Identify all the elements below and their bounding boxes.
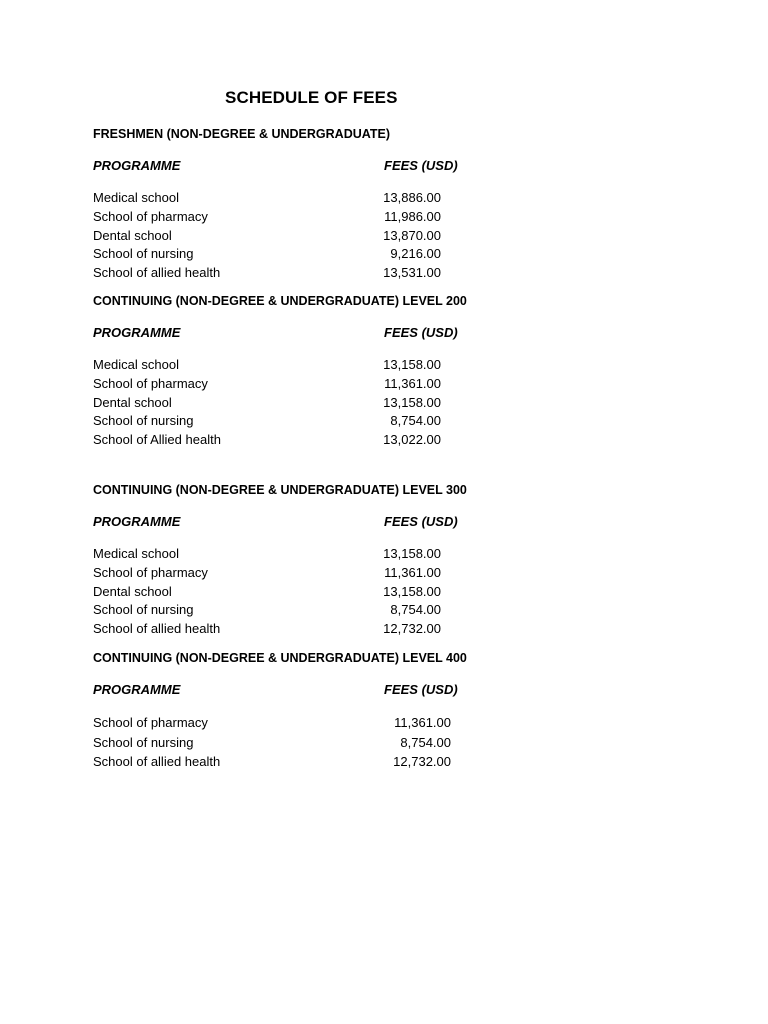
column-header-row <box>93 157 493 175</box>
fee-amount: 11,361.00 <box>384 375 441 391</box>
fee-amount: 13,158.00 <box>383 357 441 372</box>
fee-amount: 8,754.00 <box>390 413 441 429</box>
fee-list <box>93 713 493 772</box>
programme-name: School of allied health <box>93 754 221 769</box>
section-heading: CONTINUING (NON-DEGREE & UNDERGRADUATE) LEVEL 400 <box>93 651 467 665</box>
programme-column-header: PROGRAMME <box>93 158 181 173</box>
fee-amount: 13,158.00 <box>383 394 441 410</box>
fee-amount: 13,886.00 <box>383 190 441 205</box>
programme-name: School of pharmacy <box>93 715 208 730</box>
programme-name: Medical school <box>93 546 179 561</box>
programme-name: School of Allied health <box>93 432 221 447</box>
section-heading: CONTINUING (NON-DEGREE & UNDERGRADUATE) LEVEL 200 <box>93 294 467 308</box>
fee-amount: 13,531.00 <box>383 265 441 280</box>
fee-amount: 8,754.00 <box>400 734 451 750</box>
fee-amount: 13,158.00 <box>383 546 441 561</box>
fee-row <box>93 752 493 772</box>
fee-row <box>93 264 493 283</box>
fee-row <box>93 713 493 733</box>
fee-amount: 13,022.00 <box>383 432 441 447</box>
section-heading: CONTINUING (NON-DEGREE & UNDERGRADUATE) LEVEL 300 <box>93 483 467 497</box>
column-header-row <box>93 681 493 699</box>
fee-amount: 12,732.00 <box>383 621 441 636</box>
programme-name: School of nursing <box>93 734 194 750</box>
programme-name: School of nursing <box>93 413 194 429</box>
column-header-row <box>93 513 493 531</box>
programme-column-header: PROGRAMME <box>93 325 181 340</box>
fee-row <box>93 431 493 450</box>
fee-amount: 11,361.00 <box>384 564 441 580</box>
programme-name: Dental school <box>93 394 172 410</box>
page-title: SCHEDULE OF FEES <box>225 88 398 107</box>
column-header-row <box>93 324 493 342</box>
programme-name: Dental school <box>93 227 172 243</box>
fee-row <box>93 412 493 431</box>
fee-amount: 13,158.00 <box>383 583 441 599</box>
fee-row <box>93 620 493 639</box>
fee-row <box>93 208 493 227</box>
fees-column-header: FEES (USD) <box>384 158 458 173</box>
fee-row <box>93 583 493 602</box>
fee-row <box>93 394 493 413</box>
fee-row <box>93 564 493 583</box>
fee-row <box>93 375 493 394</box>
programme-name: School of allied health <box>93 265 221 280</box>
fee-row <box>93 227 493 246</box>
fees-column-header: FEES (USD) <box>384 514 458 529</box>
programme-name: School of pharmacy <box>93 375 208 391</box>
programme-name: School of pharmacy <box>93 564 208 580</box>
fee-amount: 12,732.00 <box>393 754 451 769</box>
fee-amount: 9,216.00 <box>390 246 441 262</box>
fee-section-level-400 <box>93 649 493 772</box>
programme-column-header: PROGRAMME <box>93 514 181 529</box>
programme-column-header: PROGRAMME <box>93 682 181 697</box>
fees-column-header: FEES (USD) <box>384 682 458 697</box>
programme-name: Dental school <box>93 583 172 599</box>
fee-amount: 11,986.00 <box>384 208 441 224</box>
fee-row <box>93 245 493 264</box>
programme-name: Medical school <box>93 357 179 372</box>
fee-list <box>93 545 493 639</box>
fee-section-level-300 <box>93 481 493 639</box>
fee-section-freshmen <box>93 125 493 283</box>
fee-row <box>93 545 493 564</box>
fee-row <box>93 189 493 208</box>
programme-name: School of pharmacy <box>93 208 208 224</box>
fee-row <box>93 733 493 753</box>
programme-name: School of nursing <box>93 602 194 618</box>
fee-amount: 8,754.00 <box>390 602 441 618</box>
fee-list <box>93 356 493 450</box>
fee-section-level-200 <box>93 292 493 450</box>
fees-column-header: FEES (USD) <box>384 325 458 340</box>
fee-amount: 13,870.00 <box>383 227 441 243</box>
programme-name: School of nursing <box>93 246 194 262</box>
section-heading: FRESHMEN (NON-DEGREE & UNDERGRADUATE) <box>93 127 390 141</box>
fee-row <box>93 601 493 620</box>
programme-name: Medical school <box>93 190 179 205</box>
fee-list <box>93 189 493 283</box>
fee-row <box>93 356 493 375</box>
programme-name: School of allied health <box>93 621 221 636</box>
fee-amount: 11,361.00 <box>394 715 451 730</box>
